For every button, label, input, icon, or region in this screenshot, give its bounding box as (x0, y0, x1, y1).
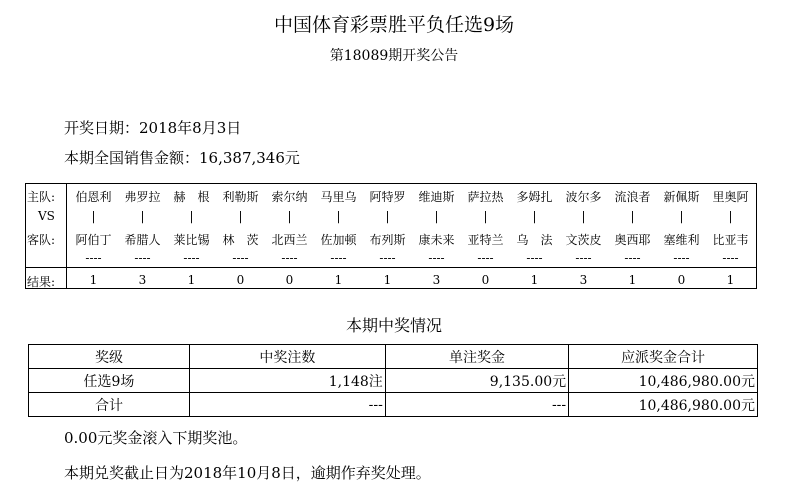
table-row (29, 393, 758, 417)
dash-mark: ---- (428, 251, 445, 265)
match-column (216, 184, 265, 288)
dash-mark: ---- (673, 251, 690, 265)
issue-subtitle: 第18089期开奖公告 (329, 48, 459, 64)
home-team: 里奥阿 (712, 190, 749, 204)
home-team: 阿特罗 (369, 190, 406, 204)
home-team: 马里乌 (320, 190, 357, 204)
home-team: 新佩斯 (663, 190, 700, 204)
table-header-row (29, 345, 758, 369)
column-header: 应派奖金合计 (569, 345, 758, 369)
prize-level: 任选9场 (29, 369, 190, 393)
away-team: 希腊人 (124, 233, 161, 247)
match-result: 0 (236, 273, 245, 287)
dash-mark: ---- (183, 251, 200, 265)
vs-mark: | (238, 209, 243, 223)
vs-mark: | (287, 209, 292, 223)
dash-mark: ---- (232, 251, 249, 265)
match-result: 1 (628, 273, 637, 287)
column-header: 单注奖金 (385, 345, 568, 369)
match-result: 1 (530, 273, 539, 287)
match-result: 0 (285, 273, 294, 287)
dash-mark: ---- (330, 251, 347, 265)
vs-mark: | (679, 209, 684, 223)
draw-date: 开奖日期：2018年8月3日 (64, 119, 242, 137)
match-grid (25, 183, 757, 289)
away-team: 亚特兰 (467, 233, 504, 247)
column-header: 奖级 (29, 345, 190, 369)
vs-mark: | (91, 209, 96, 223)
prize-heading: 本期中奖情况 (345, 316, 442, 335)
dash-mark: ---- (379, 251, 396, 265)
dash-mark: ---- (281, 251, 298, 265)
column-header: 中奖注数 (189, 345, 385, 369)
total-prize: 10,486,980.00元 (569, 393, 758, 417)
dash-mark: ---- (624, 251, 641, 265)
match-column (657, 184, 706, 288)
row-labels (26, 184, 67, 288)
away-team: 林 茨 (222, 233, 259, 247)
home-team: 波尔多 (565, 190, 602, 204)
rollover-note: 0.00元奖金滚入下期奖池。 (64, 429, 248, 447)
vs-label: VS (38, 209, 55, 223)
home-team: 维迪斯 (418, 190, 455, 204)
match-column (118, 184, 167, 288)
result-label: 结果: (27, 275, 56, 289)
vs-mark: | (336, 209, 341, 223)
home-team: 多姆扎 (516, 190, 553, 204)
match-result: 0 (677, 273, 686, 287)
vs-mark: | (581, 209, 586, 223)
vs-mark: | (189, 209, 194, 223)
match-column (167, 184, 216, 288)
sales-amount: 本期全国销售金额：16,387,346元 (64, 149, 300, 167)
match-column (559, 184, 608, 288)
away-team: 康未来 (418, 233, 455, 247)
match-column (265, 184, 314, 288)
match-column (510, 184, 559, 288)
away-team: 塞维利 (663, 233, 700, 247)
prize-table (28, 344, 758, 417)
away-team: 布列斯 (369, 233, 406, 247)
unit-prize: --- (385, 393, 568, 417)
match-result: 1 (726, 273, 735, 287)
dash-mark: ---- (575, 251, 592, 265)
vs-mark: | (385, 209, 390, 223)
home-team: 伯恩利 (75, 190, 112, 204)
match-result: 3 (579, 273, 588, 287)
dash-mark: ---- (85, 251, 102, 265)
match-result: 3 (138, 273, 147, 287)
home-label: 主队: (27, 190, 56, 204)
match-result: 1 (187, 273, 196, 287)
match-result: 1 (334, 273, 343, 287)
match-column (69, 184, 118, 288)
dash-mark: ---- (722, 251, 739, 265)
match-result: 1 (383, 273, 392, 287)
home-team: 赫 根 (173, 190, 210, 204)
total-prize: 10,486,980.00元 (569, 369, 758, 393)
match-column (608, 184, 657, 288)
vs-mark: | (434, 209, 439, 223)
away-team: 乌 法 (516, 233, 553, 247)
page-title: 中国体育彩票胜平负任选9场 (273, 14, 515, 36)
unit-prize: 9,135.00元 (385, 369, 568, 393)
winner-count: 1,148注 (189, 369, 385, 393)
away-team: 佐加顿 (320, 233, 357, 247)
home-team: 萨拉热 (467, 190, 504, 204)
match-column (412, 184, 461, 288)
match-result: 1 (89, 273, 98, 287)
away-team: 北西兰 (271, 233, 308, 247)
vs-mark: | (630, 209, 635, 223)
vs-mark: | (728, 209, 733, 223)
away-team: 莱比锡 (173, 233, 210, 247)
away-team: 文茨皮 (565, 233, 602, 247)
dash-mark: ---- (134, 251, 151, 265)
prize-level: 合计 (29, 393, 190, 417)
dash-mark: ---- (477, 251, 494, 265)
away-team: 阿伯丁 (75, 233, 112, 247)
match-column (314, 184, 363, 288)
match-column (363, 184, 412, 288)
vs-mark: | (483, 209, 488, 223)
match-result: 0 (481, 273, 490, 287)
home-team: 弗罗拉 (124, 190, 161, 204)
home-team: 流浪者 (614, 190, 651, 204)
vs-mark: | (140, 209, 145, 223)
dash-mark: ---- (526, 251, 543, 265)
winner-count: --- (189, 393, 385, 417)
match-column (461, 184, 510, 288)
vs-mark: | (532, 209, 537, 223)
away-label: 客队: (27, 233, 56, 247)
home-team: 索尔纳 (271, 190, 308, 204)
home-team: 利勒斯 (222, 190, 259, 204)
deadline-note: 本期兑奖截止日为2018年10月8日，逾期作弃奖处理。 (64, 464, 431, 482)
away-team: 奥西耶 (614, 233, 651, 247)
table-row (29, 369, 758, 393)
match-column (706, 184, 755, 288)
match-result: 3 (432, 273, 441, 287)
away-team: 比亚韦 (712, 233, 749, 247)
